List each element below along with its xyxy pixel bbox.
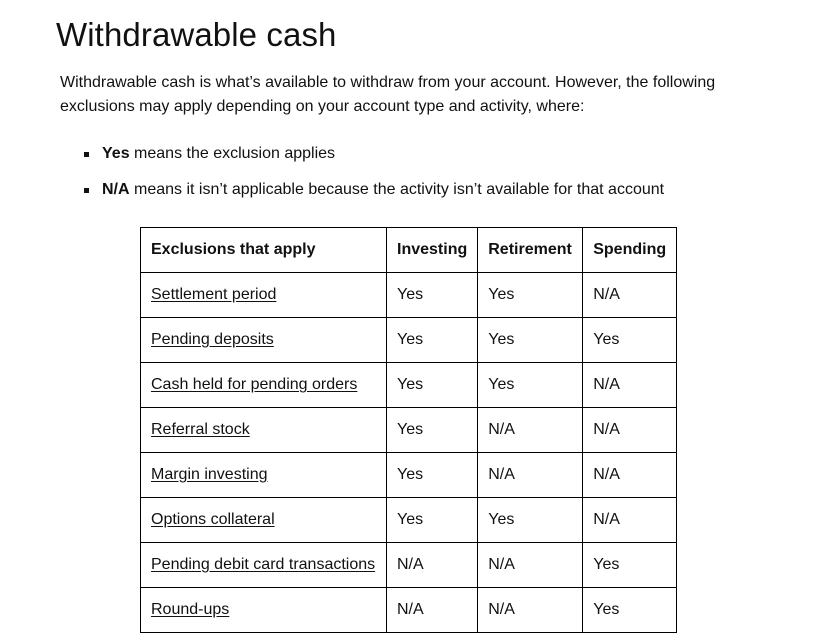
table-row [141,543,677,588]
exclusion-link[interactable]: Margin investing [151,466,268,483]
legend-item-na [82,178,664,202]
exclusion-link[interactable]: Settlement period [151,286,277,303]
header-spending: Spending [583,228,677,273]
legend-list [82,142,664,214]
exclusion-link[interactable]: Pending debit card transactions [151,556,376,573]
investing-cell: Yes [387,318,478,363]
exclusion-link[interactable]: Pending deposits [151,331,274,348]
spending-cell: Yes [583,588,677,633]
table-row [141,363,677,408]
table-body [141,273,677,633]
table-row [141,408,677,453]
investing-cell: Yes [387,498,478,543]
retirement-cell: Yes [478,363,583,408]
spending-cell: Yes [583,318,677,363]
header-exclusions: Exclusions that apply [141,228,387,273]
spending-cell: Yes [583,543,677,588]
table-header-row [141,228,677,273]
exclusion-cell [141,453,387,498]
exclusion-cell [141,543,387,588]
investing-cell: N/A [387,543,478,588]
table-row [141,588,677,633]
retirement-cell: N/A [478,453,583,498]
investing-cell: Yes [387,453,478,498]
retirement-cell: N/A [478,588,583,633]
exclusion-link[interactable]: Options collateral [151,511,275,528]
table-row [141,318,677,363]
exclusion-link[interactable]: Referral stock [151,421,250,438]
exclusion-cell [141,273,387,318]
square-bullet-icon [84,152,89,157]
exclusion-cell [141,318,387,363]
spending-cell: N/A [583,273,677,318]
retirement-cell: Yes [478,498,583,543]
spending-cell: N/A [583,453,677,498]
retirement-cell: N/A [478,408,583,453]
spending-cell: N/A [583,498,677,543]
table-row [141,453,677,498]
legend-term: Yes [102,145,130,162]
square-bullet-icon [84,188,89,193]
legend-description: means the exclusion applies [129,145,336,162]
legend-item-yes [82,142,664,166]
investing-cell: N/A [387,588,478,633]
retirement-cell: Yes [478,318,583,363]
header-investing: Investing [387,228,478,273]
investing-cell: Yes [387,273,478,318]
retirement-cell: Yes [478,273,583,318]
exclusion-cell [141,408,387,453]
exclusion-link[interactable]: Cash held for pending orders [151,376,358,393]
exclusion-cell [141,588,387,633]
exclusion-link[interactable]: Round-ups [151,601,230,618]
legend-description: means it isn’t applicable because the activity isn’t available for that account [129,181,665,198]
table-row [141,273,677,318]
spending-cell: N/A [583,408,677,453]
investing-cell: Yes [387,363,478,408]
exclusion-cell [141,363,387,408]
spending-cell: N/A [583,363,677,408]
exclusions-table [140,227,677,633]
table-row [141,498,677,543]
legend-term: N/A [102,181,130,198]
exclusion-cell [141,498,387,543]
investing-cell: Yes [387,408,478,453]
intro-paragraph: Withdrawable cash is what’s available to withdraw from your account. However, the following exclusions may apply depending on your account type and activity, where: [60,74,716,115]
page-title: Withdrawable cash [56,16,337,53]
header-retirement: Retirement [478,228,583,273]
retirement-cell: N/A [478,543,583,588]
